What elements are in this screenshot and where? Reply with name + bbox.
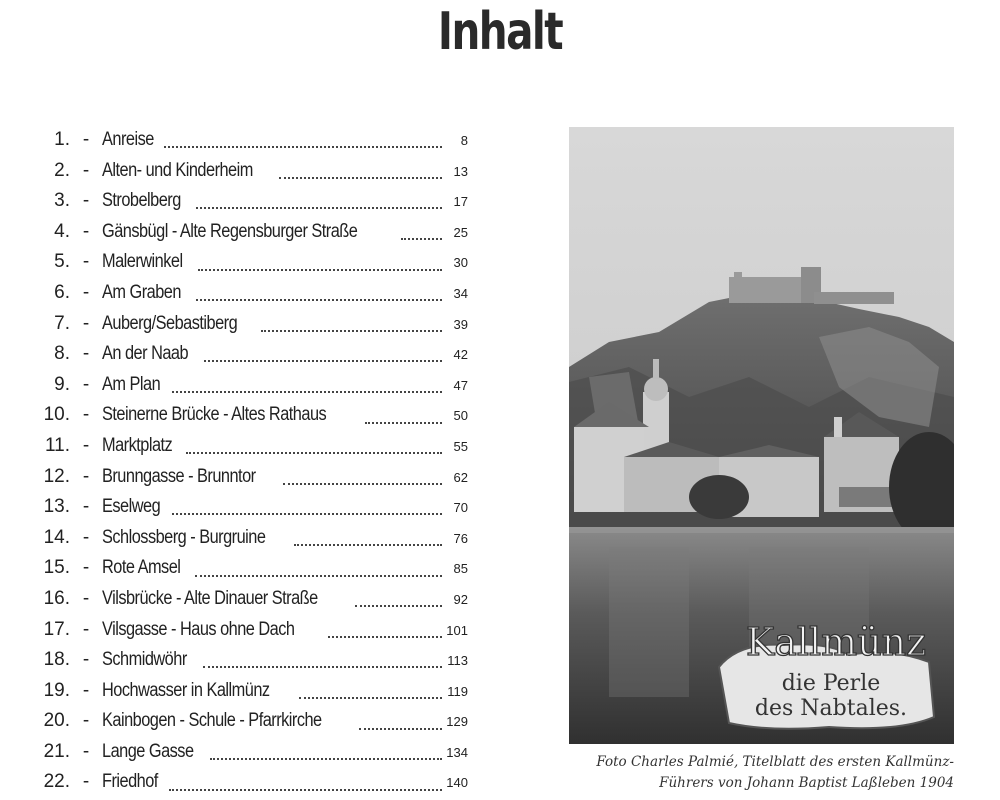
toc-entry-page: 50 (453, 408, 468, 424)
toc-entry-dash: - (82, 404, 90, 426)
toc-entry-number: 5. (54, 251, 70, 273)
toc-entry-page: 42 (453, 347, 468, 363)
toc-entry-leader (186, 452, 442, 454)
toc-entry-leader (198, 269, 442, 271)
toc-entry-page: 101 (446, 622, 468, 638)
table-of-contents (40, 125, 468, 798)
toc-entry-dash: - (82, 465, 90, 487)
toc-entry-number: 12. (43, 465, 70, 487)
badge-line-2: des Nabtales. (754, 696, 908, 721)
toc-entry-label: Am Graben (102, 281, 181, 303)
toc-entry-number: 11. (44, 434, 70, 456)
toc-entry-page: 17 (453, 194, 468, 210)
toc-entry-leader (328, 636, 442, 638)
toc-entry-dash: - (82, 710, 90, 732)
toc-entry-number: 18. (43, 649, 70, 671)
toc-entry-leader (401, 238, 442, 240)
toc-entry-page: 47 (453, 377, 468, 393)
toc-entry-page: 134 (446, 744, 468, 760)
toc-entry-dash: - (82, 312, 90, 334)
toc-entry (40, 370, 468, 401)
toc-entry-page: 8 (460, 133, 468, 148)
toc-entry-number: 4. (54, 220, 70, 242)
toc-entry-dash: - (82, 281, 90, 303)
toc-entry (40, 309, 468, 340)
toc-entry-number: 13. (43, 496, 70, 518)
toc-entry-page: 92 (453, 591, 468, 607)
photo-illustration (569, 127, 954, 744)
toc-entry-label: Strobelberg (102, 190, 181, 212)
page-title: Inhalt (437, 2, 563, 62)
toc-entry-number: 2. (54, 159, 70, 181)
toc-entry-label: Am Plan (102, 373, 161, 395)
toc-entry-label: Vilsbrücke - Alte Dinauer Straße (102, 587, 318, 609)
toc-entry-label: Friedhof (102, 771, 158, 793)
toc-entry-dash: - (82, 496, 90, 518)
toc-entry-dash: - (82, 679, 90, 701)
toc-entry (40, 523, 468, 554)
toc-entry-label: Schlossberg - Burgruine (102, 526, 266, 548)
toc-entry-leader (195, 575, 442, 577)
toc-entry-leader (359, 728, 442, 730)
toc-entry-leader (299, 697, 442, 699)
toc-entry (40, 737, 468, 768)
toc-entry-page: 129 (446, 714, 468, 730)
toc-entry-leader (294, 544, 442, 546)
toc-entry-dash: - (82, 740, 90, 762)
toc-entry-label: Anreise (102, 129, 154, 150)
toc-entry-dash: - (82, 587, 90, 609)
toc-entry-leader (279, 177, 442, 179)
kallmuenz-badge (719, 620, 934, 729)
toc-entry-label: Malerwinkel (102, 251, 183, 273)
toc-entry-dash: - (82, 557, 90, 579)
toc-entry-label: Vilsgasse - Haus ohne Dach (102, 618, 295, 640)
toc-entry-label: Hochwasser in Kallmünz (102, 679, 270, 701)
toc-entry-page: 76 (453, 530, 468, 546)
toc-entry-label: Marktplatz (102, 434, 173, 456)
toc-entry-number: 20. (43, 710, 70, 732)
toc-entry-leader (204, 360, 442, 362)
toc-entry-page: 70 (453, 500, 468, 516)
toc-entry-label: Alten- und Kinderheim (102, 159, 253, 181)
toc-entry (40, 247, 468, 278)
toc-entry-dash: - (82, 373, 90, 395)
toc-entry-label: Schmidwöhr (102, 649, 187, 671)
caption-line-2: Führers von Johann Baptist Laßleben 1904 (659, 775, 954, 791)
toc-entry-dash: - (82, 771, 90, 793)
toc-entry-dash: - (82, 343, 90, 365)
photo-caption (534, 752, 954, 794)
toc-entry-dash: - (82, 129, 90, 150)
toc-entry-page: 85 (453, 561, 468, 577)
toc-entry-dash: - (82, 618, 90, 640)
toc-entry (40, 156, 468, 187)
toc-entry-number: 10. (43, 404, 70, 426)
toc-entry-label: Steinerne Brücke - Altes Rathaus (102, 404, 327, 426)
toc-entry-dash: - (82, 434, 90, 456)
toc-entry (40, 431, 468, 462)
toc-entry (40, 553, 468, 584)
toc-entry-number: 7. (54, 312, 70, 334)
toc-entry-leader (172, 391, 442, 393)
toc-entry-leader (203, 666, 442, 668)
toc-entry-number: 22. (43, 771, 70, 793)
toc-entry-number: 15. (43, 557, 70, 579)
toc-entry-label: Kainbogen - Schule - Pfarrkirche (102, 710, 322, 732)
toc-entry-dash: - (82, 220, 90, 242)
toc-entry-leader (355, 605, 442, 607)
toc-entry (40, 339, 468, 370)
toc-entry-dash: - (82, 159, 90, 181)
toc-entry-page: 13 (453, 163, 468, 179)
toc-entry-page: 25 (453, 224, 468, 240)
toc-entry (40, 492, 468, 523)
toc-entry-leader (172, 513, 442, 515)
toc-entry-leader (196, 207, 442, 209)
toc-entry (40, 767, 468, 798)
toc-entry (40, 125, 468, 156)
toc-entry-dash: - (82, 190, 90, 212)
toc-entry-number: 3. (54, 190, 70, 212)
toc-entry-number: 8. (54, 343, 70, 365)
toc-entry-dash: - (82, 526, 90, 548)
toc-entry-number: 17. (43, 618, 70, 640)
toc-entry-label: Gänsbügl - Alte Regensburger Straße (102, 220, 358, 242)
toc-entry-dash: - (82, 251, 90, 273)
toc-entry-number: 16. (43, 587, 70, 609)
toc-entry-number: 6. (54, 281, 70, 303)
toc-entry (40, 645, 468, 676)
toc-entry-leader (196, 299, 442, 301)
toc-entry (40, 706, 468, 737)
toc-entry-leader (164, 146, 442, 148)
toc-entry-label: Rote Amsel (102, 557, 181, 579)
toc-entry-label: Auberg/Sebastiberg (102, 312, 238, 334)
toc-entry-leader (169, 789, 442, 791)
toc-entry-leader (283, 483, 442, 485)
toc-entry (40, 615, 468, 646)
toc-entry-leader (261, 330, 442, 332)
toc-entry-label: An der Naab (102, 343, 189, 365)
toc-entry (40, 584, 468, 615)
historic-photo (569, 127, 954, 744)
caption-line-1: Foto Charles Palmié, Titelblatt des ersten Kallmünz- (596, 754, 954, 770)
toc-entry-page: 113 (447, 653, 468, 669)
badge-line-1: die Perle (781, 671, 881, 696)
toc-entry-page: 39 (453, 316, 468, 332)
toc-entry (40, 676, 468, 707)
toc-entry-dash: - (82, 649, 90, 671)
toc-entry (40, 400, 468, 431)
toc-entry-page: 34 (453, 285, 468, 301)
toc-entry-label: Brunngasse - Brunntor (102, 465, 256, 487)
toc-entry (40, 462, 468, 493)
toc-entry-number: 9. (54, 373, 70, 395)
toc-entry (40, 186, 468, 217)
toc-entry-page: 55 (453, 438, 468, 454)
toc-entry-number: 14. (43, 526, 70, 548)
toc-entry (40, 278, 468, 309)
toc-entry-page: 119 (447, 683, 468, 699)
toc-entry-label: Eselweg (102, 496, 161, 518)
toc-entry-page: 140 (446, 775, 468, 791)
toc-entry-number: 19. (43, 679, 70, 701)
badge-title: Kallmünz (745, 620, 927, 664)
toc-entry-number: 1. (54, 129, 70, 150)
toc-entry-leader (210, 758, 442, 760)
toc-entry-number: 21. (43, 740, 70, 762)
toc-entry-label: Lange Gasse (102, 740, 194, 762)
toc-entry (40, 217, 468, 248)
toc-entry-leader (365, 422, 442, 424)
toc-entry-page: 62 (453, 469, 468, 485)
toc-entry-page: 30 (453, 255, 468, 271)
